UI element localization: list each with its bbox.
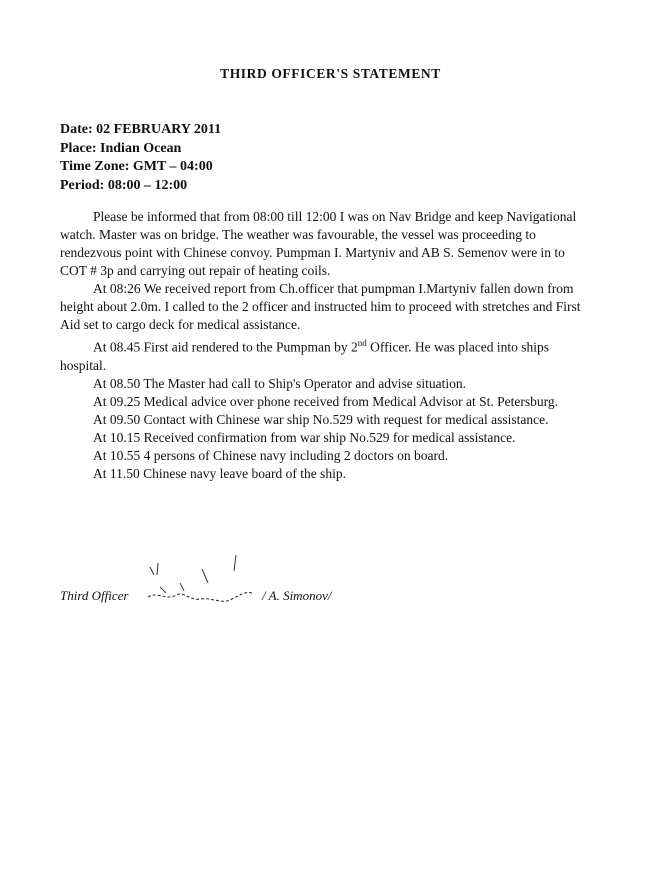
paragraph-watch: Please be informed that from 08:00 till 12:00 I was on Nav Bridge and keep Navigational watch. Master was on bridge. The weather was favourable, the vessel was proceeding to rendezvous point with Chinese convoy. Pumpman I. Martyniv and AB S. Semenov were in to COT # 3p and carrying out repair of heating coils. — [60, 209, 577, 278]
first-aid-sup: nd — [357, 338, 367, 348]
meta-time-zone: Time Zone: GMT – 04:00 — [60, 159, 213, 174]
meta-place: Place: Indian Ocean — [60, 140, 182, 156]
statement-meta — [60, 121, 221, 195]
paragraph-first-aid — [60, 334, 590, 375]
meta-period: Period: 08:00 – 12:00 — [60, 177, 188, 193]
handwritten-signature — [140, 553, 265, 608]
signature-role: Third Officer — [60, 588, 129, 603]
paragraph-report: At 08:26 We received report from Ch.officer that pumpman I.Martyniv fallen down from height about 2.0m. I called to the 2 officer and instructed him to proceed with stretches and First Aid set to cargo deck for medical assistance. — [60, 281, 581, 332]
statement-body — [60, 208, 590, 483]
paragraph-contact: At 09.50 Contact with Chinese war ship No.529 with request for medical assistance. — [93, 411, 549, 427]
signature-name: / A. Simonov/ — [262, 588, 332, 603]
paragraph-medical-advice: At 09.25 Medical advice over phone received from Medical Advisor at St. Petersburg. — [93, 393, 558, 409]
first-aid-text-rest: Officer. He was placed into ships hospital. — [60, 339, 550, 373]
meta-date: Date: 02 FEBRUARY 2011 — [60, 122, 222, 137]
first-aid-text: At 08.45 First aid rendered to the Pumpman by 2 — [93, 339, 358, 355]
paragraph-leave: At 11.50 Chinese navy leave board of the ship. — [93, 465, 346, 481]
paragraph-confirmation: At 10.15 Received confirmation from war ship No.529 for medical assistance. — [93, 429, 516, 445]
document-title: THIRD OFFICER'S STATEMENT — [220, 66, 441, 81]
paragraph-master-call: At 08.50 The Master had call to Ship's Operator and advise situation. — [93, 375, 466, 391]
paragraph-persons: At 10.55 4 persons of Chinese navy including 2 doctors on board. — [93, 447, 449, 463]
